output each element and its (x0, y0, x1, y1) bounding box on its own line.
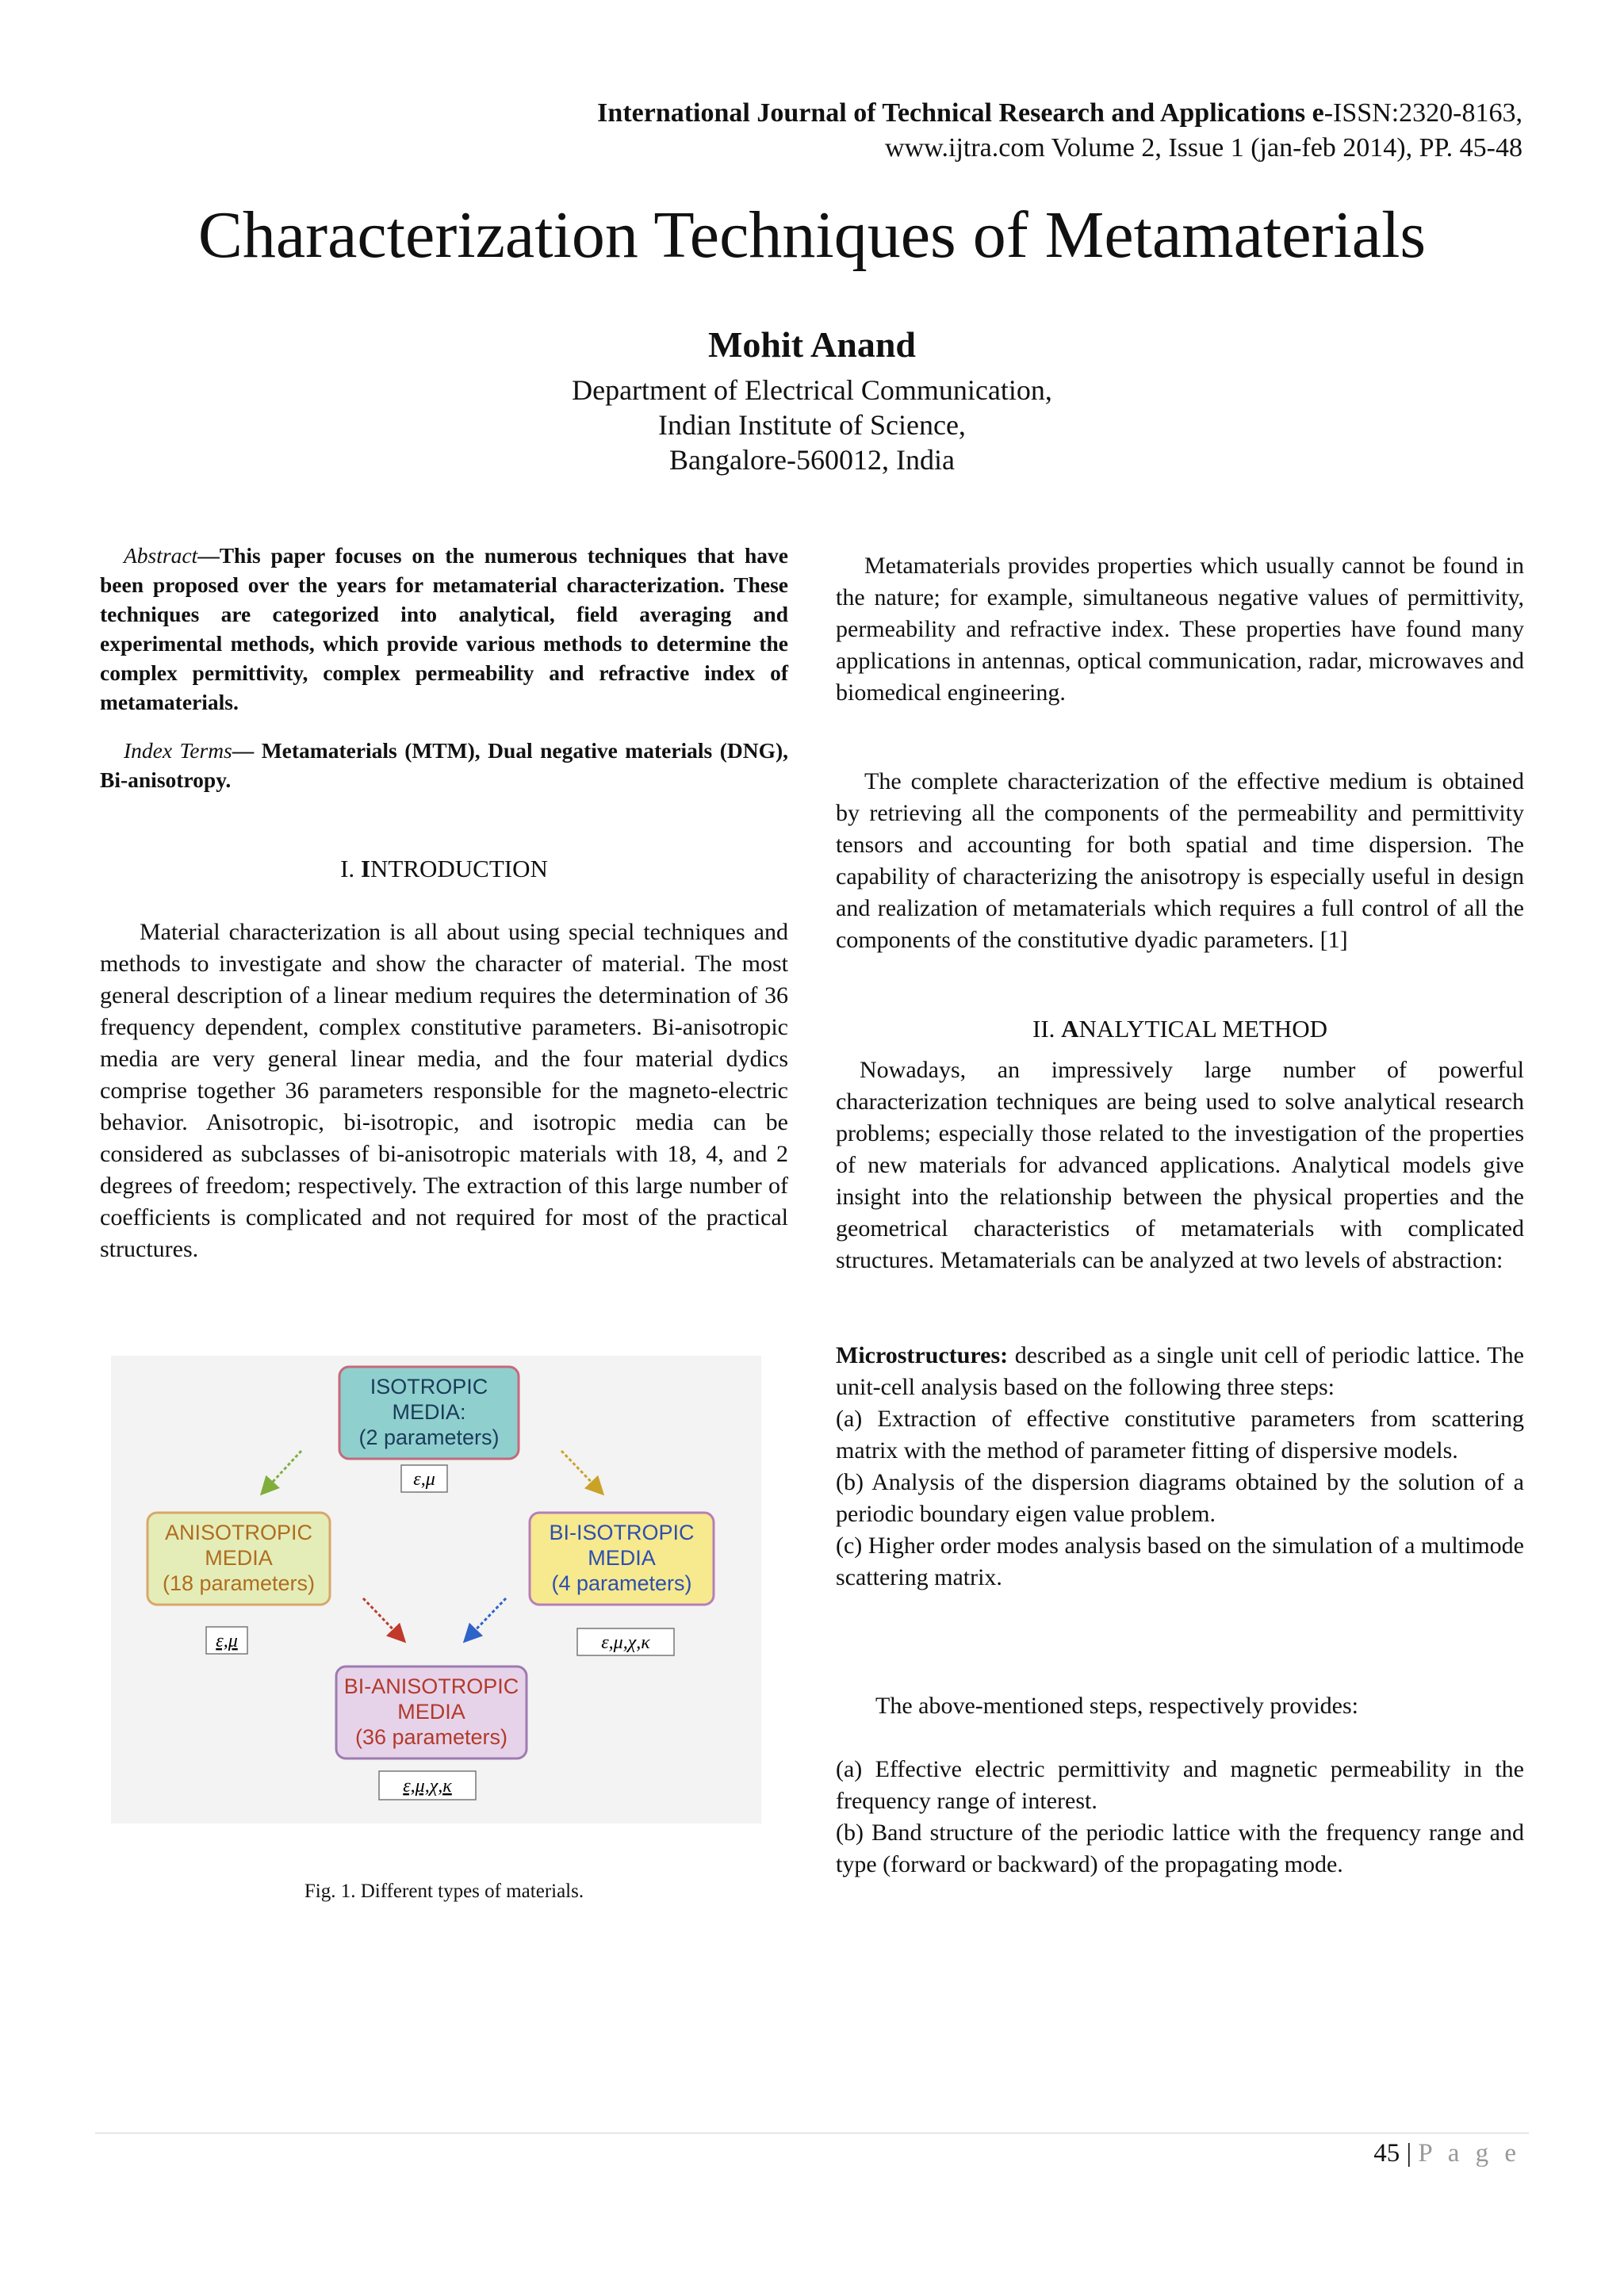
anisotropic-media-label: MEDIA (205, 1546, 273, 1570)
isotropic-params: ε,μ (413, 1469, 435, 1490)
paper-title: Characterization Techniques of Metamaterials (197, 198, 1427, 272)
index-terms-text: — Metamaterials (MTM), Dual negative materials (DNG), Bi-anisotropy. (100, 738, 789, 792)
section-heading-introduction: I. INTRODUCTION (340, 855, 548, 882)
biisotropic-media-box (530, 1513, 714, 1605)
result-b: (b) Band structure of the periodic lattice with the frequency range and type (forward or backward) of the propagating mode. (836, 1820, 1524, 1877)
anisotropic-label: ANISOTROPIC (164, 1521, 313, 1544)
index-terms-label: Index Terms (124, 738, 232, 763)
affiliation (0, 373, 1624, 477)
page-number-value: 45 (1373, 2139, 1400, 2168)
journal-header (597, 98, 1522, 128)
index-terms (100, 736, 788, 794)
page-label: P a g e (1418, 2139, 1521, 2168)
page-number (1373, 2139, 1521, 2168)
bianisotropic-media-label: MEDIA (397, 1700, 465, 1724)
affiliation-line: Bangalore-560012, India (669, 444, 955, 476)
anisotropic-media-box (147, 1513, 330, 1605)
step-a: (a) Extraction of effective constitutive parameters from scattering matrix with the method of parameter fitting of dispersive models. (836, 1406, 1524, 1464)
figure-caption: Fig. 1. Different types of materials. (304, 1881, 584, 1902)
steps-provides-line: The above-mentioned steps, respectively provides: (875, 1693, 1358, 1719)
author-name: Mohit Anand (707, 324, 917, 365)
anisotropic-params-count: (18 parameters) (162, 1571, 316, 1595)
eissn-prefix: e (1305, 98, 1324, 128)
bianisotropic-params: ε,μ,χ,κ (403, 1776, 452, 1797)
characterization-paragraph: The complete characterization of the effective medium is obtained by retrieving all the components of the permeability and permittivity tensors and accounting for both spatial and time dispersion. The capability of characterizing the anisotropy is especially useful in design and realization of metamaterials which requires a full control of all the components of the constitutive dyadic parameters. [1] (836, 768, 1524, 953)
step-c: (c) Higher order modes analysis based on the simulation of a multimode scattering matrix. (836, 1533, 1524, 1590)
biisotropic-params-count: (4 parameters) (551, 1571, 692, 1595)
materials-diagram (111, 1356, 761, 1823)
isotropic-params-count: (2 parameters) (358, 1425, 500, 1449)
metamaterials-paragraph: Metamaterials provides properties which usually cannot be found in the nature; for example, simultaneous negative values of permittivity, permeability and refractive index. These properties have found many applications in antennas, optical communication, radar, microwaves and biomedical engineering. (836, 553, 1524, 706)
bianisotropic-label: BI-ANISOTROPIC (343, 1674, 519, 1698)
biisotropic-media-label: MEDIA (588, 1546, 656, 1570)
step-b: (b) Analysis of the dispersion diagrams obtained by the solution of a periodic boundary eigen value problem. (836, 1469, 1524, 1527)
bianisotropic-params-count: (36 parameters) (354, 1725, 508, 1749)
bianisotropic-media-box (336, 1667, 527, 1758)
biisotropic-params: ε,μ,χ,κ (601, 1632, 650, 1653)
eissn: -ISSN:2320-8163, (1323, 98, 1522, 128)
microstructures-section (836, 1340, 1524, 1594)
isotropic-media-label: MEDIA: (392, 1400, 466, 1424)
biisotropic-label: BI-ISOTROPIC (549, 1521, 695, 1544)
journal-volume-line: www.ijtra.com Volume 2, Issue 1 (jan-feb 2014), PP. 45-48 (885, 133, 1522, 163)
intro-paragraph: Material characterization is all about using special techniques and methods to investigate and show the character of material. The most general description of a linear medium requires the determination of 36 frequency dependent, complex constitutive parameters. Bi-anisotropic media are very general linear media, and the four material dydics comprise together 36 parameters responsible for the magneto-electric behavior. Anisotropic, bi-isotropic, and isotropic media can be considered as subclasses of bi-anisotropic materials with 18, 4, and 2 degrees of freedom; respectively. The extraction of this large number of coefficients is complicated and not required for most of the practical structures. (100, 919, 788, 1262)
anisotropic-params: ε,μ (216, 1631, 238, 1651)
isotropic-label: ISOTROPIC (370, 1375, 488, 1399)
abstract (100, 541, 788, 717)
microstructures-label: Microstructures: (836, 1342, 1009, 1368)
isotropic-media-box (339, 1367, 519, 1459)
analytical-paragraph: Nowadays, an impressively large number of powerful characterization techniques are being used to solve analytical research problems; especially those related to the investigation of the properties of new materials for advanced applications. Analytical models give insight into the relationship between the physical properties and the geometrical characteristics of metamaterials with complicated structures. Metamaterials can be analyzed at two levels of abstraction: (836, 1057, 1524, 1273)
page-separator: | (1400, 2139, 1419, 2168)
results-list (836, 1754, 1524, 1881)
result-a: (a) Effective electric permittivity and magnetic permeability in the frequency range of interest. (836, 1756, 1524, 1814)
abstract-text: —This paper focuses on the numerous techniques that have been proposed over the years for metamaterial characterization. These techniques are categorized into analytical, field averaging and experimental methods, which provide various methods to determine the complex permittivity, complex permeability and refractive index of metamaterials. (100, 543, 788, 714)
journal-name: International Journal of Technical Research and Applications (597, 98, 1306, 128)
affiliation-line: Indian Institute of Science, (658, 409, 966, 441)
section-heading-analytical: II. ANALYTICAL METHOD (1032, 1015, 1327, 1043)
affiliation-line: Department of Electrical Communication, (572, 374, 1052, 406)
abstract-label: Abstract (124, 543, 198, 568)
microstructures-intro: Microstructures: described as a single unit cell of periodic lattice. The unit-cell analysis based on the following three steps: (836, 1342, 1524, 1400)
